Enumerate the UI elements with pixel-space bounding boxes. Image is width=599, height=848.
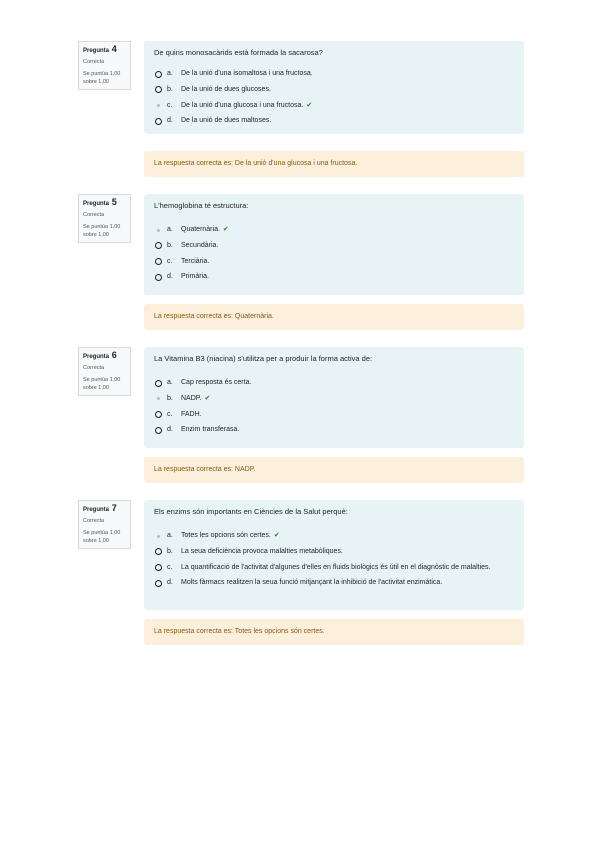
question-info	[78, 41, 131, 90]
question-text: Els enzims són importants en Ciències de la Salut perquè:	[154, 507, 348, 516]
radio-button-selected[interactable]	[154, 395, 162, 403]
radio-button[interactable]	[154, 242, 162, 250]
question-grade: Se puntúa 1,00 sobre 1,00	[83, 71, 121, 85]
answer-option-b[interactable]: b. De la unió de dues glucoses.	[154, 85, 514, 95]
answer-option-b[interactable]: b. Secundària.	[154, 241, 514, 251]
radio-button[interactable]	[154, 273, 162, 281]
radio-button-selected[interactable]	[154, 226, 162, 234]
answer-option-a[interactable]: a. Totes les opcions són certes. ✔	[154, 531, 514, 541]
check-icon: ✔	[306, 101, 313, 109]
radio-button[interactable]	[154, 564, 162, 572]
correct-answer-feedback: La respuesta correcta es: Totes les opcions són certes.	[144, 619, 524, 645]
radio-button[interactable]	[154, 117, 162, 125]
check-icon: ✔	[222, 226, 229, 233]
check-icon: ✔	[273, 532, 280, 539]
question-number: Pregunta 7	[83, 503, 117, 513]
check-icon: ✔	[204, 394, 211, 402]
answer-list	[154, 531, 514, 588]
radio-button[interactable]	[154, 86, 162, 94]
question-number: Pregunta 6	[83, 350, 117, 360]
answer-list	[154, 69, 514, 126]
answer-list	[154, 225, 514, 282]
radio-button[interactable]	[154, 548, 162, 556]
answer-option-c[interactable]: c. Terciària.	[154, 257, 514, 267]
correct-answer-feedback: La respuesta correcta es: De la unió d'una glucosa i una fructosa.	[144, 151, 524, 177]
question-text: La Vitamina B3 (niacina) s'utilitza per a produir la forma activa de:	[154, 354, 373, 363]
question-grade: Se puntúa 1,00 sobre 1,00	[83, 377, 121, 391]
radio-button[interactable]	[154, 426, 162, 434]
answer-option-a[interactable]: a. Quaternària. ✔	[154, 225, 514, 235]
question-info	[78, 347, 131, 396]
question-state: Correcta	[83, 59, 105, 65]
radio-button[interactable]	[154, 579, 162, 587]
radio-button[interactable]	[154, 258, 162, 266]
radio-button[interactable]	[154, 379, 162, 387]
question-grade: Se puntúa 1,00 sobre 1,00	[83, 530, 121, 544]
correct-answer-feedback: La respuesta correcta es: Quaternària.	[144, 304, 524, 330]
answer-option-a[interactable]: a. De la unió d'una isomaltosa i una fructosa.	[154, 69, 514, 79]
question-state: Correcta	[83, 365, 105, 371]
radio-button-selected[interactable]	[154, 532, 162, 540]
answer-option-a[interactable]: a. Cap resposta és certa.	[154, 378, 514, 388]
question-formulation	[144, 500, 524, 610]
question-state: Correcta	[83, 518, 105, 524]
question-number: Pregunta 5	[83, 197, 117, 207]
question-info	[78, 500, 131, 549]
answer-list	[154, 378, 514, 435]
question-number: Pregunta 4	[83, 44, 117, 54]
correct-answer-feedback: La respuesta correcta es: NADP.	[144, 457, 524, 483]
answer-option-b[interactable]: b. La seua deficiència provoca malalties metabòliques.	[154, 547, 514, 557]
answer-option-d[interactable]: d. De la unió de dues maltoses.	[154, 116, 514, 126]
answer-option-c[interactable]: c. FADH.	[154, 410, 514, 420]
radio-button[interactable]	[154, 70, 162, 78]
answer-option-d[interactable]: d. Enzim transferasa.	[154, 425, 514, 435]
radio-button[interactable]	[154, 411, 162, 419]
question-formulation	[144, 194, 524, 295]
answer-option-d[interactable]: d. Molts fàrmacs realitzen la seua funció mitjançant la inhibició de l'activitat enzimàtica.	[154, 578, 514, 588]
question-info	[78, 194, 131, 243]
question-text: L'hemoglobina té estructura:	[154, 201, 249, 210]
question-formulation	[144, 41, 524, 134]
answer-option-c[interactable]: c. De la unió d'una glucosa i una fructosa. ✔	[154, 101, 514, 111]
question-text: De quins monosacàrids està formada la sacarosa?	[154, 48, 323, 57]
question-formulation	[144, 347, 524, 448]
radio-button-selected[interactable]	[154, 102, 162, 110]
answer-option-d[interactable]: d. Primària.	[154, 272, 514, 282]
answer-option-b[interactable]: b. NADP. ✔	[154, 394, 514, 404]
question-grade: Se puntúa 1,00 sobre 1,00	[83, 224, 121, 238]
answer-option-c[interactable]: c. La quantificació de l'activitat d'algunes d'elles en fluids biològics és útil en el diagnòstic de malalties.	[154, 563, 514, 573]
question-state: Correcta	[83, 212, 105, 218]
